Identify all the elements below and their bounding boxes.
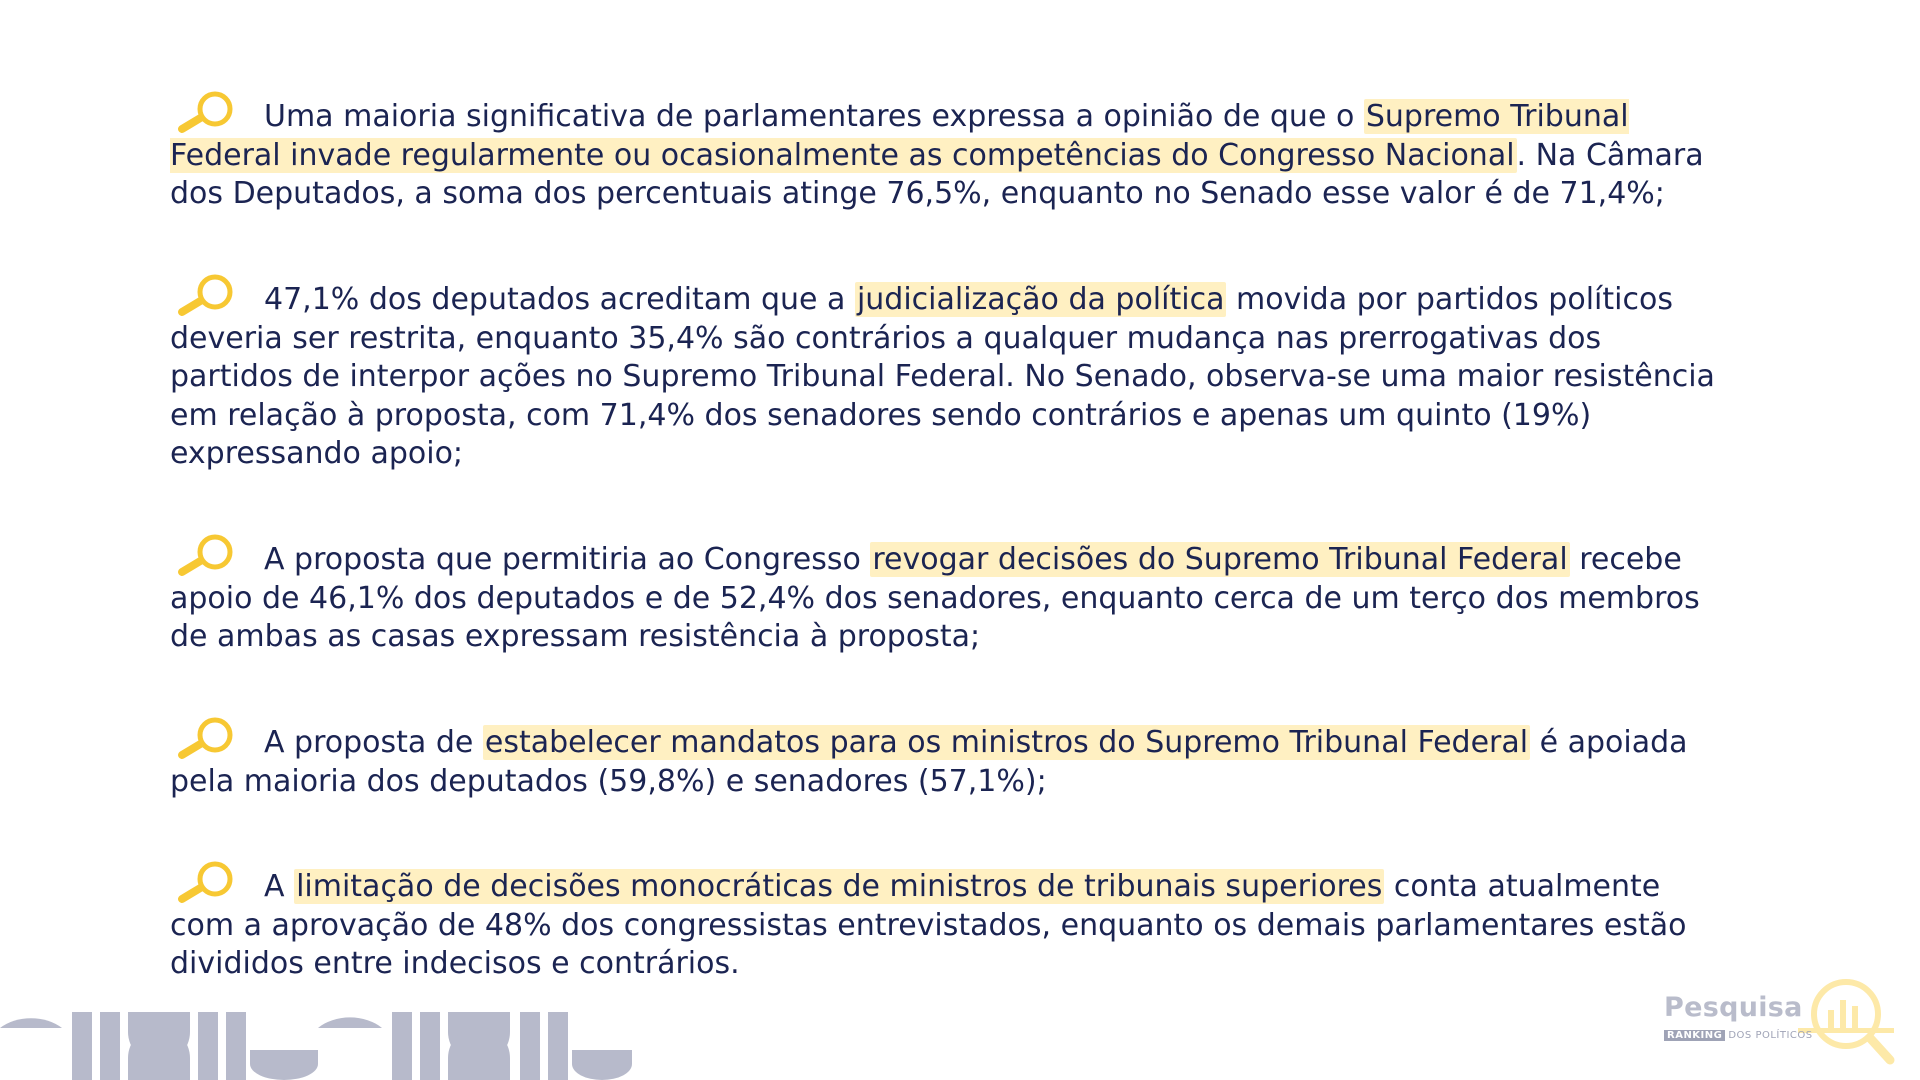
logo-magnifier-icon [1794, 970, 1904, 1070]
logo-badge: RANKING [1664, 1030, 1725, 1041]
finding-text-before: 47,1% dos deputados acreditam que a [264, 282, 855, 317]
pesquisa-logo [1664, 970, 1904, 1070]
finding-item [170, 271, 1730, 474]
finding-text-before: Uma maioria significativa de parlamentares expressa a opinião de que o [264, 99, 1364, 134]
magnifying-glass-icon [170, 88, 242, 136]
finding-highlight: limitação de decisões monocráticas de ministros de tribunais superiores [296, 869, 1383, 904]
finding-text-after: recebe apoio de 46,1% dos deputados e de 52,4% dos senadores, enquanto cerca de um terço dos membros de ambas as casas expressam resistência à proposta; [170, 542, 1700, 654]
finding-text-after: é apoiada pela maioria dos deputados (59,8%) e senadores (57,1%); [170, 725, 1688, 799]
finding-text-after: movida por partidos políticos deveria ser restrita, enquanto 35,4% são contrários a qualquer mudança nas prerrogativas dos partidos de interpor ações no Supremo Tribunal Federal. No Senado, observa-se uma maior resistência em relação à proposta, com 71,4% dos senadores sendo contrários e apenas um quinto (19%) expressando apoio; [170, 282, 1715, 471]
logo-word: Pesquisa [1664, 992, 1803, 1023]
finding-item [170, 858, 1730, 984]
finding-text-after: conta atualmente com a aprovação de 48% dos congressistas entrevistados, enquanto os demais parlamentares estão divididos entre indecisos e contrários. [170, 869, 1687, 981]
finding-highlight: revogar decisões do Supremo Tribunal Federal [872, 542, 1568, 577]
finding-text-before: A proposta que permitiria ao Congresso [264, 542, 871, 577]
magnifying-glass-icon [170, 271, 242, 319]
magnifying-glass-icon [170, 531, 242, 579]
finding-highlight: judicialização da política [856, 282, 1225, 317]
finding-highlight: estabelecer mandatos para os ministros do Supremo Tribunal Federal [484, 725, 1529, 760]
finding-text-after: . Na Câmara dos Deputados, a soma dos percentuais atinge 76,5%, enquanto no Senado esse valor é de 71,4%; [170, 137, 1704, 211]
magnifying-glass-icon [170, 858, 242, 906]
magnifying-glass-icon [170, 714, 242, 762]
finding-item [170, 531, 1730, 657]
logo-sub-text: DOS POLÍTICOS [1728, 1030, 1813, 1041]
finding-highlight: Supremo Tribunal Federal invade regularmente ou ocasionalmente as competências do Congresso Nacional [170, 99, 1629, 173]
finding-text-before: A proposta de [264, 725, 483, 760]
logo-subtitle [1664, 1030, 1813, 1041]
finding-item [170, 714, 1730, 801]
decorative-shapes [0, 998, 640, 1080]
finding-item [170, 88, 1730, 214]
finding-text-before: A [264, 869, 295, 904]
